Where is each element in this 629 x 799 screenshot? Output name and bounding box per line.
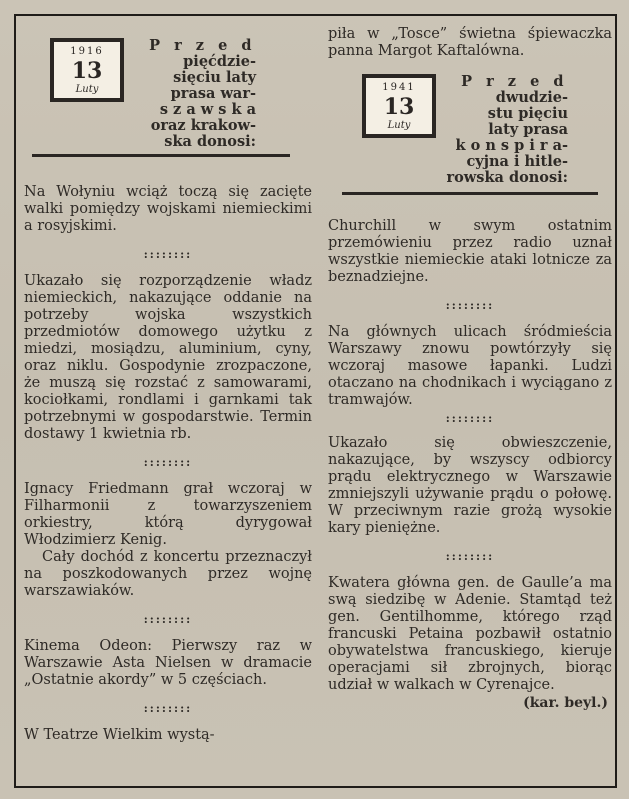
- separator: ::::::::: [445, 412, 495, 425]
- calendar-day: 13: [383, 94, 415, 120]
- article-paragraph: Kinema Odeon: Pierwszy raz w Warszawie Asta Nielsen w dramacie „Ostatnie akordy” w 5 częściach.: [24, 638, 312, 688]
- right-header-line: dwudzie-: [495, 89, 568, 106]
- calendar-1941: [362, 74, 436, 138]
- article-paragraph: Kwatera główna gen. de Gaulle’a ma swą siedzibę w Adenie. Stamtąd też gen. Gentilhomme, którego rząd francuski Petaina pozbawił ostatnio obywatelstwa francuskiego, kieruje operacjami sił zbrojnych, biorąc udział w walkach w Cyrenajce.: [328, 575, 612, 693]
- separator: ::::::::: [143, 456, 193, 469]
- right-header-line: k o n s p i r a-: [455, 137, 568, 154]
- separator: ::::::::: [143, 613, 193, 626]
- author-signature: (kar. beyl.): [523, 695, 608, 711]
- calendar-year: 1916: [70, 46, 104, 57]
- article-paragraph: Na głównych ulicach śródmieścia Warszawy znowu powtórzyły się wczoraj masowe łapanki. Ludzi otaczano na chodnikach i wyciągano z tramwajów.: [328, 324, 612, 408]
- article-paragraph: Ukazało się rozporządzenie władz niemieckich, nakazujące oddanie na potrzeby wojska wszystkich przedmiotów domowego użytku z miedzi, mosiądzu, aluminium, cyny, oraz niklu. Gospodynie zrozpaczone, że muszą się rozstać z samowarami, kociołkami, rondlami i garnkami tak potrzebnymi w gospodarstwie. Termin dostawy 1 kwietnia rb.: [24, 273, 312, 442]
- left-header-line: pięćdzie-: [183, 53, 256, 70]
- article-paragraph: W Teatrze Wielkim wystą-: [24, 727, 215, 743]
- separator: ::::::::: [445, 550, 495, 563]
- calendar-year: 1941: [382, 82, 416, 93]
- left-header-line: prasa war-: [170, 85, 256, 102]
- article-paragraph: Cały dochód z koncertu przeznaczył na poszkodowanych przez wojnę warszawiaków.: [24, 549, 312, 599]
- separator: ::::::::: [143, 702, 193, 715]
- right-header-line: P r z e d: [461, 73, 568, 90]
- right-header-block: [322, 74, 618, 192]
- left-column: [18, 26, 318, 744]
- right-header-line: rowska donosi:: [446, 169, 568, 186]
- right-header-line: stu pięciu: [487, 105, 568, 122]
- calendar-month: Luty: [387, 120, 411, 131]
- left-header-line: sięciu laty: [173, 69, 256, 86]
- article-paragraph: Na Wołyniu wciąż toczą się zacięte walki pomiędzy wojskami niemieckimi a rosyjskimi.: [24, 184, 312, 234]
- left-header-text: [130, 38, 256, 150]
- continuation-paragraph: piła w „Tosce” świetna śpiewaczka panna Margot Kaftalówna.: [328, 26, 612, 59]
- calendar-1916: [50, 38, 124, 102]
- article-paragraph: Ignacy Friedmann grał wczoraj w Filharmonii z towarzyszeniem orkiestry, którą dyrygował Włodzimierz Kenig.: [24, 481, 312, 548]
- left-header-line: s z a w s k a: [159, 101, 256, 118]
- left-header-line: oraz krakow-: [150, 117, 256, 134]
- article-paragraph: Churchill w swym ostatnim przemówieniu przez radio uznał wszystkie niemieckie ataki lotnicze za beznadziejne.: [328, 218, 612, 285]
- left-header-line: ska donosi:: [164, 133, 256, 150]
- left-header-line: P r z e d: [149, 37, 256, 54]
- right-header-line: cyjna i hitle-: [466, 153, 568, 170]
- article-paragraph: Ukazało się obwieszczenie, nakazujące, by wszyscy odbiorcy prądu elektrycznego w Warszawie zmniejszyli używanie prądu o połowę. W przeciwnym razie grożą wysokie kary pieniężne.: [328, 435, 612, 536]
- calendar-day: 13: [71, 58, 103, 84]
- right-header-rule: [342, 192, 598, 195]
- left-header-rule: [32, 154, 290, 157]
- separator: ::::::::: [445, 299, 495, 312]
- right-header-text: [440, 74, 568, 186]
- calendar-month: Luty: [75, 84, 99, 95]
- left-header-block: [18, 26, 318, 158]
- separator: ::::::::: [143, 248, 193, 261]
- right-column: [322, 26, 618, 711]
- right-header-line: laty prasa: [488, 121, 568, 138]
